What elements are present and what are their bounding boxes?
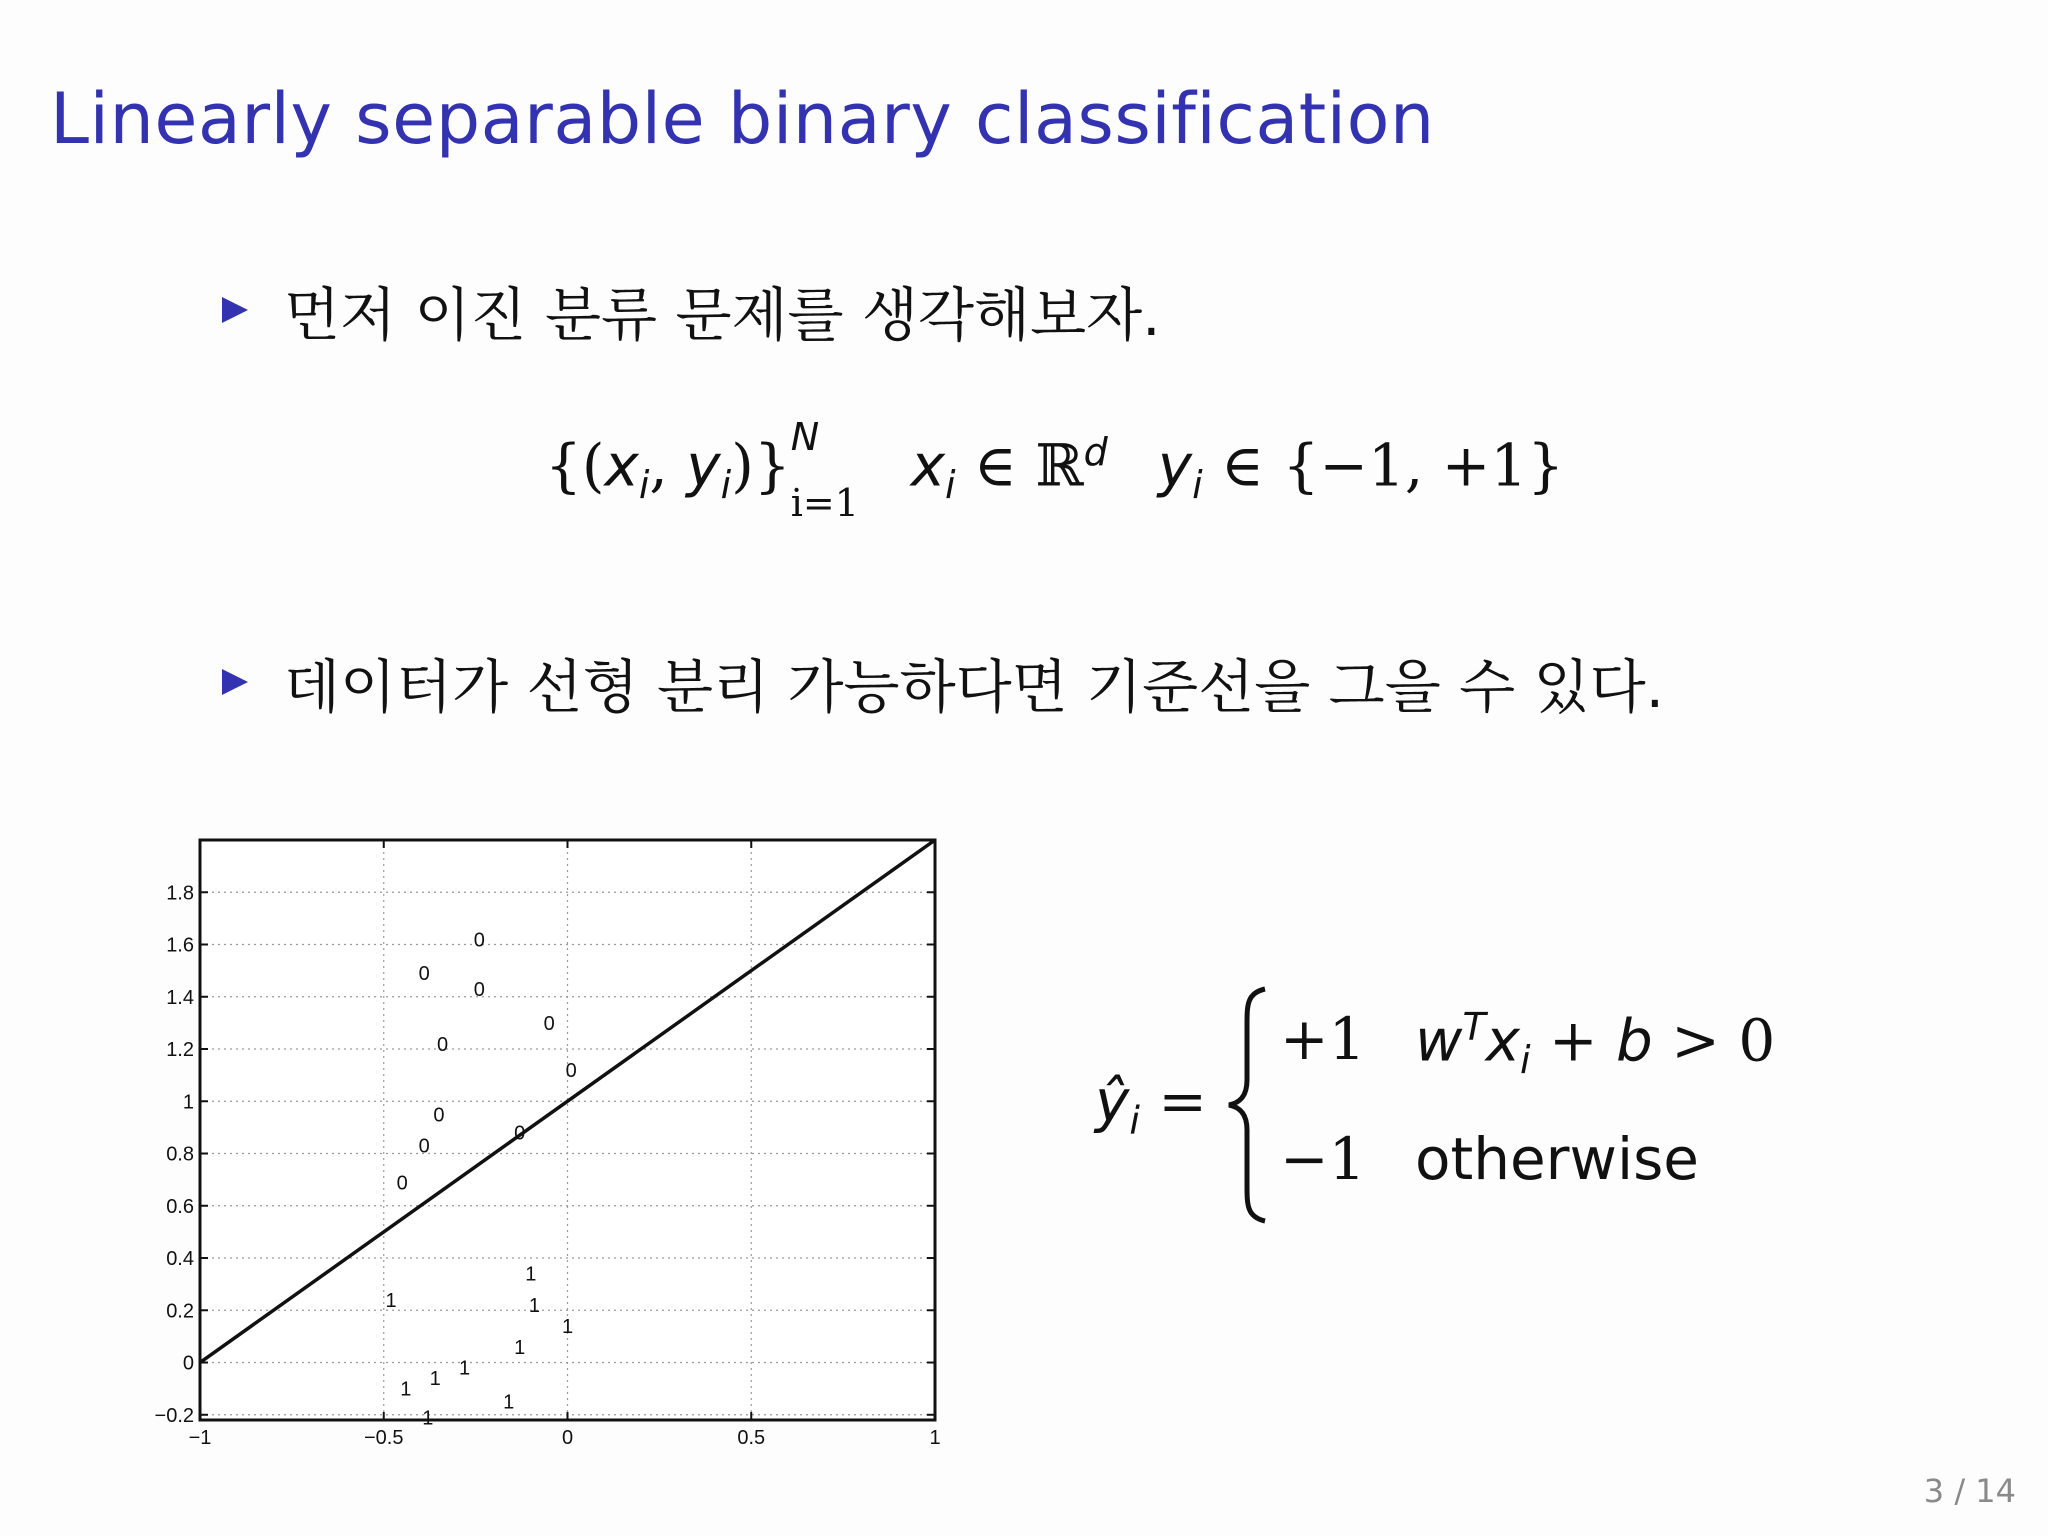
x-tick-label: −1 xyxy=(188,1427,212,1449)
data-point-class-1: 1 xyxy=(503,1391,515,1414)
x-tick-label: 0 xyxy=(561,1427,574,1449)
y-tick-label: 1.8 xyxy=(166,882,194,905)
data-point-class-1: 1 xyxy=(514,1336,526,1359)
y-tick-label: 1 xyxy=(182,1091,194,1114)
data-point-class-0: 0 xyxy=(396,1172,408,1195)
bullet-item xyxy=(222,640,1664,724)
x-tick-label: −0.5 xyxy=(364,1427,404,1449)
triangle-right-icon xyxy=(222,297,248,323)
bullet-item xyxy=(222,268,1161,352)
y-tick-label: 0.4 xyxy=(166,1248,194,1271)
data-point-class-1: 1 xyxy=(422,1407,434,1430)
y-tick-label: −0.2 xyxy=(154,1404,194,1427)
page-number: 3 / 14 xyxy=(1923,1472,2016,1510)
dataset-equation: {($x_i$, $y_i$)} N i=1 $x_i$ ∈ ℝ$^d$ $y_i$ ∈ {−1, +1} xyxy=(545,415,1565,526)
bullet-text: 데이터가 선형 분리 가능하다면 기준선을 그을 수 있다. xyxy=(284,653,1665,721)
data-point-class-0: 0 xyxy=(473,978,485,1001)
data-point-class-0: 0 xyxy=(565,1059,577,1082)
y-tick-label: 1.6 xyxy=(166,934,194,957)
y-tick-label: 1.4 xyxy=(166,986,194,1009)
data-point-class-0: 0 xyxy=(473,929,485,952)
x-tick-label: 0.5 xyxy=(737,1427,766,1449)
data-point-class-1: 1 xyxy=(400,1378,412,1401)
triangle-right-icon xyxy=(222,669,248,695)
data-point-class-0: 0 xyxy=(418,963,430,986)
data-point-class-1: 1 xyxy=(429,1368,441,1391)
data-point-class-0: 0 xyxy=(418,1135,430,1158)
scatter-chart xyxy=(140,820,960,1460)
data-point-class-1: 1 xyxy=(459,1357,471,1380)
data-point-class-1: 1 xyxy=(561,1315,574,1338)
y-tick-label: 1.2 xyxy=(166,1039,194,1062)
data-point-class-1: 1 xyxy=(385,1289,397,1312)
x-tick-label: 1 xyxy=(929,1427,941,1449)
data-point-class-1: 1 xyxy=(525,1263,537,1286)
y-tick-label: 0 xyxy=(182,1352,194,1375)
y-tick-label: 0.2 xyxy=(166,1300,194,1323)
bullet-text: 먼저 이진 분류 문제를 생각해보자. xyxy=(284,281,1161,349)
left-brace-icon xyxy=(1225,985,1275,1225)
y-tick-label: 0.8 xyxy=(166,1143,194,1166)
slide-title: Linearly separable binary classification xyxy=(50,78,1435,160)
data-point-class-0: 0 xyxy=(514,1122,526,1145)
y-tick-label: 0.6 xyxy=(166,1195,194,1218)
data-point-class-1: 1 xyxy=(528,1295,540,1318)
data-point-class-0: 0 xyxy=(436,1033,449,1056)
prediction-equation: $ŷ_i$ = +1 $w^Tx_i + b > 0$ −1 otherwise xyxy=(1095,985,1795,1225)
data-point-class-0: 0 xyxy=(433,1104,445,1127)
data-point-class-0: 0 xyxy=(543,1012,555,1035)
